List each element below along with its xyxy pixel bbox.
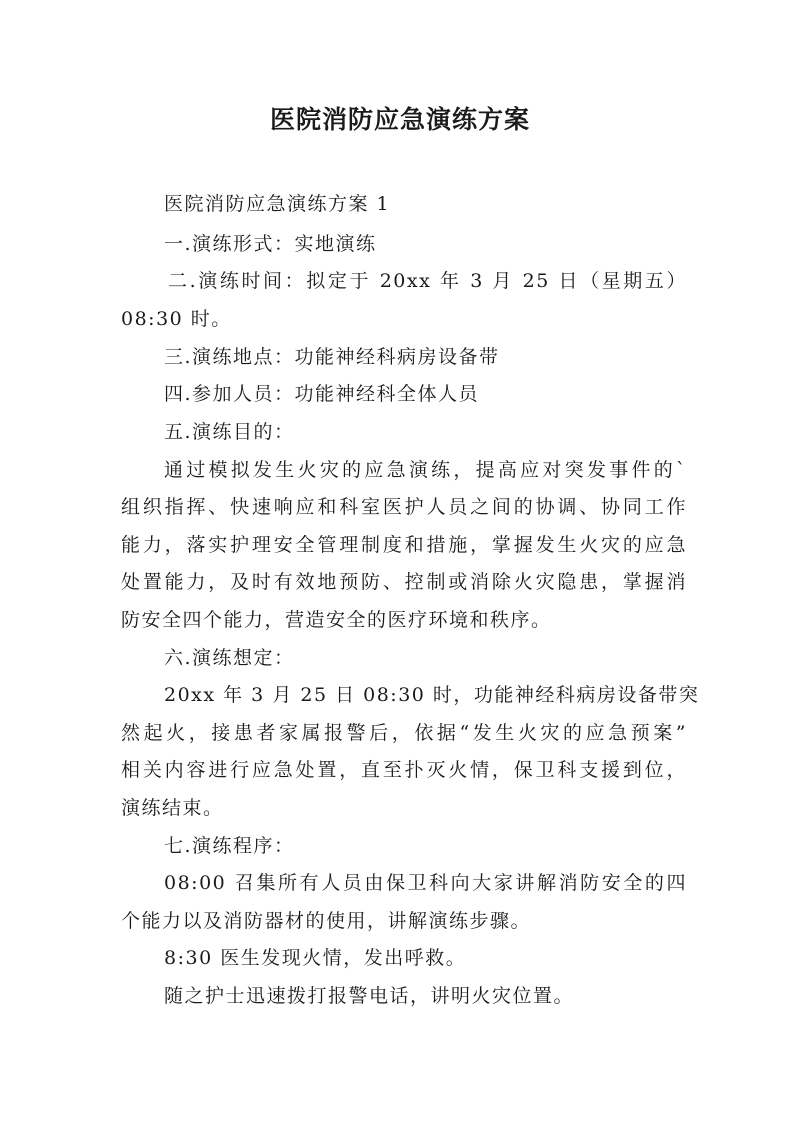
section-6-heading: 六.演练想定：	[164, 647, 295, 669]
section-1-form: 一.演练形式：实地演练	[164, 233, 377, 255]
paragraph-line: 通过模拟发生火灾的应急演练，提高应对突发事件的`	[164, 459, 687, 481]
paragraph-line: 能力，落实护理安全管理制度和措施，掌握发生火灾的应急	[121, 534, 687, 556]
section-2-time-cont: 08:30 时。	[121, 308, 232, 330]
paragraph-line: 防安全四个能力，营造安全的医疗环境和秩序。	[121, 609, 552, 631]
section-7-heading: 七.演练程序：	[164, 835, 295, 857]
document-title: 医院消防应急演练方案	[269, 105, 530, 134]
section-5-heading: 五.演练目的：	[164, 421, 295, 443]
paragraph-line: 演练结束。	[121, 797, 224, 819]
paragraph-line: 20xx 年 3 月 25 日 08:30 时，功能神经科病房设备带突	[164, 684, 700, 706]
plan-heading: 医院消防应急演练方案 1	[164, 193, 391, 215]
paragraph-line: 处置能力，及时有效地预防、控制或消除火灾隐患，掌握消	[121, 571, 687, 593]
section-3-location: 三.演练地点：功能神经科病房设备带	[164, 346, 500, 368]
section-2-time: 二.演练时间：拟定于 20xx 年 3 月 25 日（星期五）	[168, 270, 687, 292]
paragraph-line: 然起火，接患者家属报警后，依据“发生火灾的应急预案”	[121, 722, 687, 744]
paragraph-line: 个能力以及消防器材的使用，讲解演练步骤。	[121, 910, 532, 932]
paragraph-line: 组织指挥、快速响应和科室医护人员之间的协调、协同工作	[121, 496, 687, 518]
paragraph-line: 08:00 召集所有人员由保卫科向大家讲解消防安全的四	[164, 872, 687, 894]
section-4-participants: 四.参加人员：功能神经科全体人员	[164, 383, 480, 405]
paragraph-line: 8:30 医生发现火情，发出呼救。	[164, 947, 467, 969]
paragraph-line: 相关内容进行应急处置，直至扑灭火情，保卫科支援到位，	[121, 759, 687, 781]
paragraph-line: 随之护士迅速拨打报警电话，讲明火灾位置。	[164, 985, 575, 1007]
